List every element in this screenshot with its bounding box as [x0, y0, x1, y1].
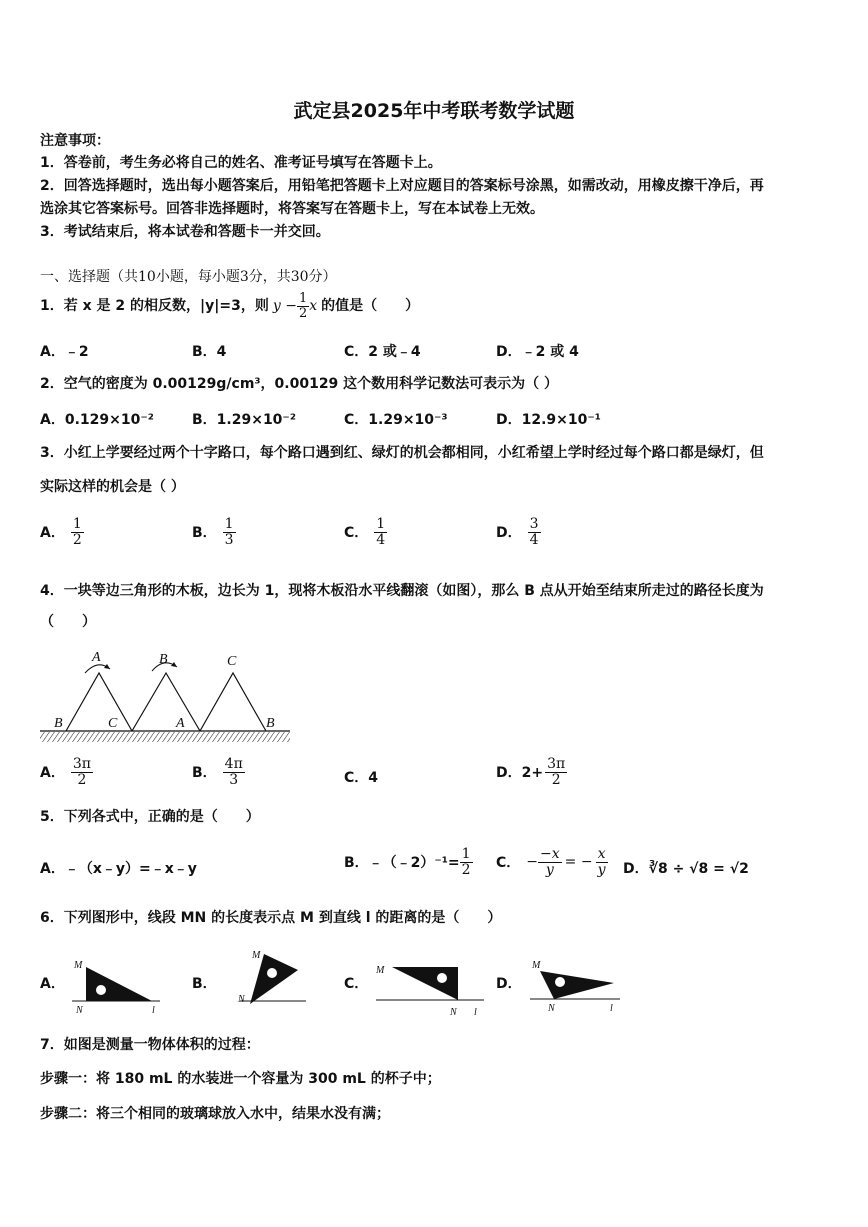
q4-option-a-label: A． [40, 765, 65, 782]
q6-figure-b [220, 948, 308, 1010]
section-heading: 一、选择题（共10小题，每小题3分，共30分） [40, 269, 337, 285]
q3-option-c [344, 517, 387, 547]
q4-b-num: 4π [224, 756, 243, 772]
page-title: 武定县2025年中考联考数学试题 [293, 100, 575, 122]
q5-option-d: D．∛8 ÷ √8 = √2 [623, 861, 749, 877]
question-4-line-2: （ ） [40, 614, 96, 630]
q2-option-c: C．1.29×10⁻³ [344, 412, 448, 428]
set-square-hole [555, 977, 565, 987]
q4-b-den: 3 [229, 771, 239, 788]
q1-option-c: C．2 或﹣4 [344, 344, 421, 360]
q4-d-num: 3π [547, 756, 566, 772]
label-n: N [76, 1005, 83, 1016]
fig-label-b-left: B [54, 716, 63, 731]
q5-c-num-1: −x [540, 846, 560, 862]
q3-option-c-fraction [374, 517, 387, 547]
q3-option-b-fraction [223, 517, 236, 547]
q3-option-a-fraction [71, 517, 84, 547]
set-square [392, 967, 458, 1000]
question-3-line-1: 3．小红上学要经过两个十字路口，每个路口遇到红、绿灯的机会都相同，小红希望上学时经过每个路口都是绿灯，但 [40, 445, 764, 461]
q1-frac-num: 1 [298, 291, 308, 306]
q3-d-den: 4 [529, 531, 539, 548]
q3-option-a [40, 517, 84, 547]
q6-figure-c [374, 953, 486, 1019]
set-square [250, 954, 298, 1004]
q6-option-c-label: C． [344, 976, 369, 992]
q4-option-d-label: D．2+ [496, 765, 544, 782]
label-m: M [532, 960, 541, 971]
q6-option-b-label: B． [192, 976, 217, 992]
label-n: N [238, 994, 245, 1005]
roll-arrowhead-1 [104, 664, 110, 669]
question-2-stem: 2．空气的密度为 0.00129g/cm³，0.00129 这个数用科学记数法可表示为（ ） [40, 376, 559, 392]
q1-frac-den: 2 [298, 305, 308, 321]
notice-heading: 注意事项： [40, 133, 110, 149]
question-1-stem [40, 292, 419, 320]
notice-item-2b: 选涂其它答案标号。回答非选择题时，将答案写在答题卡上，写在本试卷上无效。 [40, 201, 544, 217]
q5-option-b [344, 847, 473, 877]
question-5-stem: 5．下列各式中，正确的是（ ） [40, 809, 260, 825]
q5-b-num: 1 [461, 846, 471, 862]
q6-figure-a [68, 955, 164, 1017]
q4-a-num: 3π [72, 756, 91, 772]
q3-a-num: 1 [72, 516, 82, 532]
q3-c-den: 4 [376, 531, 386, 548]
q1-option-d: D．﹣2 或 4 [496, 344, 579, 360]
q4-d-den: 2 [551, 771, 561, 788]
set-square [86, 967, 152, 1001]
triangle-2 [132, 673, 200, 731]
q3-option-b [192, 517, 236, 547]
fig-label-a-bottom: A [176, 716, 185, 731]
fig-label-c-top: C [227, 654, 237, 669]
fig-label-c-bottom: C [108, 716, 118, 731]
notice-item-1: 1．答卷前，考生务必将自己的姓名、准考证号填写在答题卡上。 [40, 155, 442, 171]
label-m: M [376, 965, 385, 976]
q3-option-a-label: A． [40, 525, 65, 542]
question-4-line-1: 4．一块等边三角形的木板，边长为 1，现将木板沿水平线翻滚（如图），那么 B 点从开始至结束所走过的路径长度为 [40, 583, 764, 599]
label-m: M [252, 950, 261, 961]
q5-option-c-label: C． [496, 855, 521, 872]
label-n: N [450, 1007, 457, 1018]
q1-option-b: B．4 [192, 344, 227, 360]
q4-option-d-fraction [545, 757, 567, 787]
q3-d-num: 3 [529, 516, 539, 532]
question-3-line-2: 实际这样的机会是（ ） [40, 479, 185, 495]
question-6-stem: 6．下列图形中，线段 MN 的长度表示点 M 到直线 l 的距离的是（ ） [40, 910, 502, 926]
label-l: l [610, 1003, 613, 1014]
fig-label-a-top: A [92, 650, 101, 665]
notice-item-3: 3．考试结束后，将本试卷和答题卡一并交回。 [40, 224, 330, 240]
q3-c-num: 1 [376, 516, 386, 532]
q3-option-d-fraction [528, 517, 541, 547]
fig-label-b-right: B [266, 716, 275, 731]
label-m: M [74, 960, 83, 971]
q3-option-d [496, 517, 541, 547]
q1-fraction [297, 292, 309, 320]
q4-option-a [40, 757, 93, 787]
q5-option-c-fraction-1 [538, 847, 562, 877]
q5-b-den: 2 [461, 861, 471, 878]
triangle-1 [66, 673, 132, 731]
q4-option-b-fraction [223, 757, 245, 787]
q2-option-a: A．0.129×10⁻² [40, 412, 154, 428]
q5-option-b-text: B．﹣（﹣2）⁻¹= [344, 855, 460, 872]
set-square [540, 971, 614, 999]
question-7-step-2: 步骤二：将三个相同的玻璃球放入水中，结果水没有满； [40, 1106, 390, 1122]
q1-option-a: A．﹣2 [40, 344, 89, 360]
ground-hatch [40, 732, 290, 742]
q5-option-c: C． − $\frac{-x}{y}$ = − $\frac{x}{y}$ [496, 846, 606, 878]
set-square-hole [437, 973, 447, 983]
q3-option-d-label: D． [496, 525, 522, 542]
q4-a-den: 2 [77, 771, 87, 788]
question-7-stem: 7．如图是测量一物体体积的过程： [40, 1037, 260, 1053]
q1-expr-y: y − [272, 298, 297, 315]
question-7-step-1: 步骤一：将 180 mL 的水装进一个容量为 300 mL 的杯子中； [40, 1071, 441, 1087]
q3-b-num: 1 [224, 516, 234, 532]
q4-option-c: C．4 [344, 770, 379, 786]
q2-option-b: B．1.29×10⁻² [192, 412, 296, 428]
q4-option-d [496, 757, 567, 787]
fig-label-b-top: B [159, 652, 168, 667]
q1-stem-text: 1．若 x 是 2 的相反数，|y|=3，则 [40, 298, 269, 315]
q5-option-a: A．﹣（x﹣y）=﹣x﹣y [40, 861, 197, 877]
q6-figure-d [526, 953, 626, 1017]
rolling-triangle-figure [40, 645, 292, 745]
q1-expr-x: x [309, 298, 318, 315]
q6-option-a-label: A． [40, 976, 65, 992]
notice-item-2a: 2．回答选择题时，选出每小题答案后，用铅笔把答题卡上对应题目的答案标号涂黑，如需改动，用橡皮擦干净后，再 [40, 178, 764, 194]
set-square-hole [267, 968, 277, 978]
q5-c-equals: = − [564, 854, 593, 871]
triangle-3 [200, 673, 266, 731]
q4-option-a-fraction [71, 757, 93, 787]
set-square-hole [96, 985, 106, 995]
q5-c-den-1: y [545, 861, 554, 878]
q6-option-d-label: D． [496, 976, 522, 992]
q2-option-d: D．12.9×10⁻¹ [496, 412, 601, 428]
q5-option-b-fraction [460, 847, 473, 877]
label-l: l [152, 1005, 155, 1016]
q3-a-den: 2 [72, 531, 82, 548]
q4-option-b-label: B． [192, 765, 217, 782]
q3-option-b-label: B． [192, 525, 217, 542]
q3-option-c-label: C． [344, 525, 369, 542]
q5-option-c-fraction-2 [596, 847, 608, 877]
q3-b-den: 3 [224, 531, 234, 548]
q4-option-b [192, 757, 245, 787]
q5-c-num-2: x [596, 847, 608, 863]
label-l: l [474, 1007, 477, 1018]
q5-c-den-2: y [597, 861, 606, 878]
q1-tail: 的值是（ ） [321, 298, 420, 315]
label-n: N [548, 1003, 555, 1014]
